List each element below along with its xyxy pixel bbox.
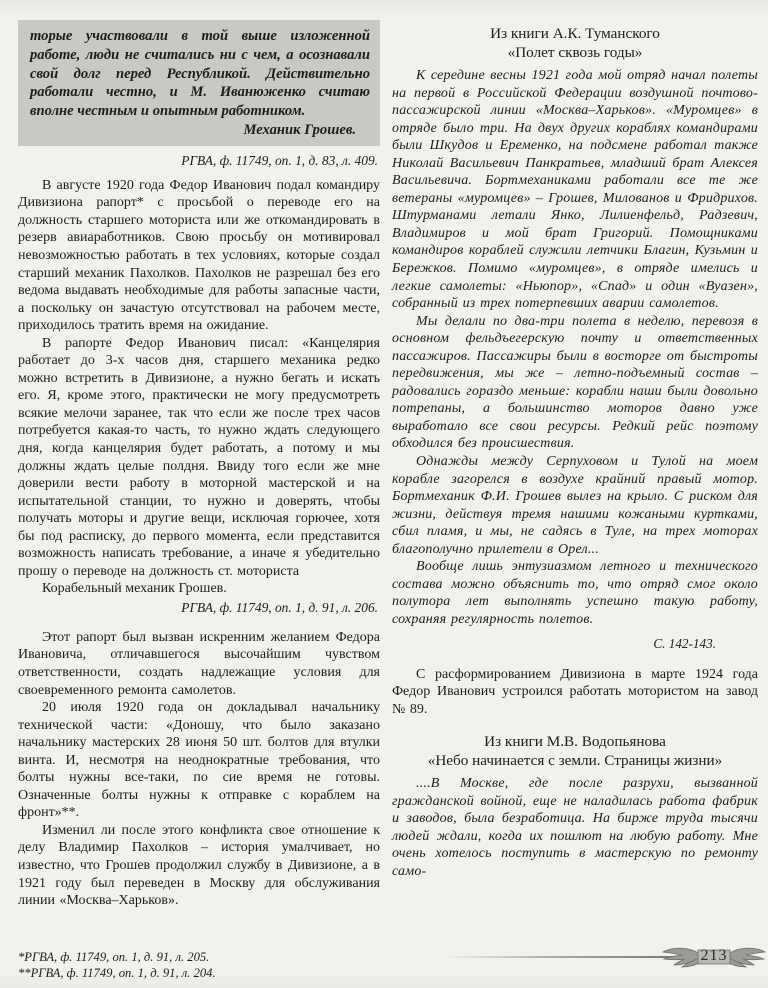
section-heading (392, 24, 758, 62)
excerpt-paragraph: Мы делали по два-три полета в неделю, перевозя в основном фельдъегерскую почту и ответственных пассажиров. Пассажиры были в восторге от быстроты передвижения, мы же – летно-подъемный состав – радовались гораздо меньше: корабли наши были довольно потрепаны, а большинство моторов давно уже выработало все свои ресурсы. Редкий рейс поэтому обходился без происшествия. (392, 313, 758, 452)
heading-book-author: Из книги А.К. Туманского (490, 25, 660, 42)
highlighted-quote-block (18, 20, 380, 146)
excerpt-paragraph: К середине весны 1921 года мой отряд начал полеты на первой в Российской Федерации воздушной почтово-пассажирской линии «Москва–Харьков». «Муромцев» в отряде было три. На двух других кораблях командирами были Шкудов и Еременко, на подсмене работал также Николай Васильевич Панкратьев, младший брат Алексея Васильевича. Бортмеханиками работали все те же ветераны «муромцев» – Грошев, Милованов и Фридрихов. Штурманами летали Янко, Лилиенфельд, Радзевич, Владимиров и мой брат Григорий. Помощниками командиров кораблей служили летчики Благин, Кузьмин и Бережков. Помимо «муромцев», в отряде имелись и легкие самолеты: «Ньюпор», «Спад» и один «Вуазен», собранный из трех потерпевших аварии самолетов. (392, 68, 758, 312)
footnote: **РГВА, ф. 11749, оп. 1, д. 91, л. 204. (18, 966, 216, 981)
heading-book-title: «Полет сквозь годы» (507, 44, 643, 61)
left-column (18, 20, 380, 982)
winged-page-number (662, 940, 766, 974)
body-paragraph: В рапорте Федор Иванович писал: «Канцелярия работает до 3-х часов дня, старшего механика редко можно встретить в Дивизионе, а нужно бегать и искать его. Я, кроме этого, практически не могу предусмотреть всякие мелочи заранее, так что если же после трех часов потребуется какая-то часть, то нужно ждать следующего дня, когда канцелярия будет работать, а потому и мы должны ждать целые полдня. Ввиду того если же мне доверили вести работу в моторной мастерской и на испытательной станции, то нужно и доверять, чтобы получать моторы и другие вещи, исключая горючее, хотя бы под расписку, до первого момента, если представится возможность написать требование, а иначе я убедительно прошу о переводе на должность ст. моториста (18, 335, 380, 579)
body-paragraph: С расформированием Дивизиона в марте 1924 года Федор Иванович устроился работать мотористом на завод № 89. (392, 666, 758, 717)
excerpt-paragraph: Вообще лишь энтузиазмом летного и технического состава можно объяснить то, что отряд смог около полутора лет выполнять успешно такую работу, сохраняя регулярность полетов. (392, 559, 758, 627)
quote-signature: Механик Грошев. (243, 121, 356, 138)
footnote: *РГВА, ф. 11749, оп. 1, д. 91, л. 205. (18, 950, 210, 965)
excerpt-page-reference: С. 142-143. (653, 635, 716, 651)
body-paragraph: Изменил ли после этого конфликта свое отношение к делу Владимир Пахолков – история умалчивает, но известно, что Грошев продолжил службу в Дивизионе, а в 1921 году был переведен в Москву для обслуживания линии «Москва–Харьков». (18, 822, 380, 909)
page-number: 213 (700, 947, 728, 964)
excerpt-paragraph: ....В Москве, где после разрухи, вызванной гражданской войной, еще не наладилась работа фабрик и заводов, была безработица. На бирже труда тысячи людей ждали, когда их пошлют на любую работу. Мне очень хотелось поступить в мастерскую по ремонту само- (392, 776, 758, 879)
footnotes (18, 950, 380, 982)
heading-book-title: «Небо начинается с земли. Страницы жизни» (427, 752, 723, 770)
footer-rule (444, 956, 696, 958)
archive-reference: РГВА, ф. 11749, оп. 1, д. 91, л. 206. (181, 599, 378, 615)
right-column (392, 24, 758, 986)
quote-text: торые участвовали в той выше изложенной работе, люди не считались ни с чем, а осознавали свой долг перед Республикой. Действительно работали честно, и М. Иванюженко считаю вполне честным и опытным работником. (30, 28, 370, 120)
report-signature-line: Корабельный механик Грошев. (42, 581, 227, 597)
body-paragraph: В августе 1920 года Федор Иванович подал командиру Дивизиона рапорт* с просьбой о переводе его на должность старшего моториста или же откомандировать в резерв авиаработников. Свою просьбу он мотивировал невозможностью работать в тех условиях, которые создал старший механик Пахолков. Пахолков не разрешал без его ведома выдавать необходимые для работы запасные части, а поскольку он зачастую отсутствовал на рабочем месте, приходилось тратить время на ожидание. (18, 177, 380, 334)
archive-reference: РГВА, ф. 11749, оп. 1, д. 83, л. 409. (181, 152, 378, 168)
heading-book-author: Из книги М.В. Водопьянова (484, 733, 666, 751)
body-paragraph: Этот рапорт был вызван искренним желанием Федора Ивановича, отличавшегося высочайшим чувством ответственности, создать надлежащие условия для своевременного ремонта самолетов. (18, 629, 380, 698)
page-footer (444, 940, 766, 974)
section-heading (392, 732, 758, 770)
body-paragraph: 20 июля 1920 года он докладывал начальнику технической части: «Доношу, что было заказано начальнику мастерских 28 июня 50 шт. болтов для втулки винта. И, несмотря на неоднократные требования, что болты нужны все-таки, по сие время не готовы. Означенные болты нужны к отправке с кораблем на фронт»**. (18, 700, 380, 821)
excerpt-paragraph: Однажды между Серпуховом и Тулой на моем корабле загорелся в воздухе крайний правый мотор. Бортмеханик Ф.И. Грошев вылез на крыло. С риском для жизни, действуя тремя нашими кожаными куртками, сбил пламя, и мы, не садясь в Туле, на трех моторах благополучно прилетели в Орел... (392, 454, 758, 557)
